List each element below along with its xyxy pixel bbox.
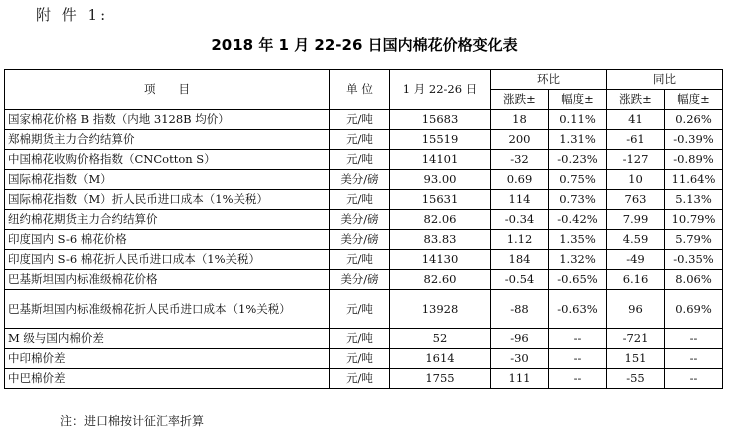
row-unit: 美分/磅 xyxy=(330,210,390,230)
row-unit: 元/吨 xyxy=(330,329,390,349)
row-yoy-pct: 0.26% xyxy=(665,110,723,130)
row-mom-change: 184 xyxy=(491,250,549,270)
row-yoy-pct: 5.79% xyxy=(665,230,723,250)
table-row xyxy=(5,329,723,349)
col-header-week: 1 月 22-26 日 xyxy=(390,70,491,110)
row-mom-pct: -0.65% xyxy=(549,270,607,290)
row-unit: 元/吨 xyxy=(330,250,390,270)
row-mom-pct: 1.32% xyxy=(549,250,607,270)
row-value: 1614 xyxy=(390,349,491,369)
row-value: 93.00 xyxy=(390,170,491,190)
row-mom-pct: -- xyxy=(549,329,607,349)
row-name: 中国棉花收购价格指数（CNCotton S） xyxy=(5,150,330,170)
row-name: 巴基斯坦国内标准级棉花折人民币进口成本（1%关税） xyxy=(5,290,330,329)
row-name: 中印棉价差 xyxy=(5,349,330,369)
row-name: 印度国内 S-6 棉花价格 xyxy=(5,230,330,250)
row-yoy-change: -49 xyxy=(607,250,665,270)
row-value: 13928 xyxy=(390,290,491,329)
row-mom-change: 1.12 xyxy=(491,230,549,250)
row-yoy-change: -55 xyxy=(607,369,665,389)
row-mom-pct: 0.11% xyxy=(549,110,607,130)
table-row xyxy=(5,210,723,230)
row-yoy-pct: -- xyxy=(665,349,723,369)
table-row xyxy=(5,369,723,389)
row-mom-change: -88 xyxy=(491,290,549,329)
row-name: 国际棉花指数（M） xyxy=(5,170,330,190)
row-name: 国际棉花指数（M）折人民币进口成本（1%关税） xyxy=(5,190,330,210)
row-mom-pct: -- xyxy=(549,369,607,389)
col-header-unit: 单 位 xyxy=(330,70,390,110)
table-row xyxy=(5,290,723,329)
row-yoy-pct: -0.35% xyxy=(665,250,723,270)
row-mom-change: 114 xyxy=(491,190,549,210)
col-header-mom-change: 涨跌± xyxy=(491,90,549,110)
row-yoy-change: 7.99 xyxy=(607,210,665,230)
row-unit: 美分/磅 xyxy=(330,270,390,290)
col-header-mom: 环比 xyxy=(491,70,607,90)
row-yoy-pct: 0.69% xyxy=(665,290,723,329)
row-unit: 美分/磅 xyxy=(330,170,390,190)
row-unit: 元/吨 xyxy=(330,349,390,369)
row-yoy-change: 4.59 xyxy=(607,230,665,250)
col-header-item: 项 目 xyxy=(5,70,330,110)
row-value: 83.83 xyxy=(390,230,491,250)
row-yoy-pct: -0.89% xyxy=(665,150,723,170)
row-mom-pct: -- xyxy=(549,349,607,369)
row-mom-pct: 1.31% xyxy=(549,130,607,150)
row-value: 14130 xyxy=(390,250,491,270)
table-row xyxy=(5,190,723,210)
row-yoy-pct: 8.06% xyxy=(665,270,723,290)
row-unit: 元/吨 xyxy=(330,190,390,210)
row-value: 15519 xyxy=(390,130,491,150)
row-name: 印度国内 S-6 棉花折人民币进口成本（1%关税） xyxy=(5,250,330,270)
row-mom-pct: -0.63% xyxy=(549,290,607,329)
table-row xyxy=(5,130,723,150)
row-yoy-pct: -- xyxy=(665,329,723,349)
row-value: 15683 xyxy=(390,110,491,130)
row-yoy-pct: 11.64% xyxy=(665,170,723,190)
row-yoy-change: 10 xyxy=(607,170,665,190)
row-unit: 元/吨 xyxy=(330,369,390,389)
row-name: 中巴棉价差 xyxy=(5,369,330,389)
row-name: M 级与国内棉价差 xyxy=(5,329,330,349)
row-mom-change: 18 xyxy=(491,110,549,130)
table-row xyxy=(5,110,723,130)
row-mom-change: 0.69 xyxy=(491,170,549,190)
row-yoy-pct: -- xyxy=(665,369,723,389)
attachment-label: 附 件 1: xyxy=(36,6,109,24)
row-value: 1755 xyxy=(390,369,491,389)
table-row xyxy=(5,270,723,290)
row-unit: 元/吨 xyxy=(330,290,390,329)
table-row xyxy=(5,150,723,170)
col-header-mom-pct: 幅度± xyxy=(549,90,607,110)
row-mom-pct: 1.35% xyxy=(549,230,607,250)
row-value: 82.06 xyxy=(390,210,491,230)
row-yoy-change: -721 xyxy=(607,329,665,349)
row-value: 14101 xyxy=(390,150,491,170)
row-yoy-change: 41 xyxy=(607,110,665,130)
row-yoy-pct: 10.79% xyxy=(665,210,723,230)
row-name: 巴基斯坦国内标准级棉花价格 xyxy=(5,270,330,290)
row-yoy-change: -127 xyxy=(607,150,665,170)
table-row xyxy=(5,170,723,190)
table-row xyxy=(5,349,723,369)
row-yoy-change: 6.16 xyxy=(607,270,665,290)
row-mom-pct: 0.75% xyxy=(549,170,607,190)
row-yoy-change: -61 xyxy=(607,130,665,150)
row-mom-pct: 0.73% xyxy=(549,190,607,210)
row-unit: 元/吨 xyxy=(330,130,390,150)
row-mom-change: -32 xyxy=(491,150,549,170)
row-unit: 元/吨 xyxy=(330,110,390,130)
row-name: 国家棉花价格 B 指数（内地 3128B 均价） xyxy=(5,110,330,130)
row-value: 15631 xyxy=(390,190,491,210)
row-yoy-change: 763 xyxy=(607,190,665,210)
row-value: 82.60 xyxy=(390,270,491,290)
row-mom-pct: -0.42% xyxy=(549,210,607,230)
row-name: 纽约棉花期货主力合约结算价 xyxy=(5,210,330,230)
row-mom-change: -0.54 xyxy=(491,270,549,290)
row-name: 郑棉期货主力合约结算价 xyxy=(5,130,330,150)
row-yoy-pct: 5.13% xyxy=(665,190,723,210)
table-row xyxy=(5,230,723,250)
col-header-yoy-pct: 幅度± xyxy=(665,90,723,110)
col-header-yoy-change: 涨跌± xyxy=(607,90,665,110)
row-mom-change: -30 xyxy=(491,349,549,369)
page-title: 2018 年 1 月 22-26 日国内棉花价格变化表 xyxy=(211,36,518,54)
row-mom-change: 200 xyxy=(491,130,549,150)
row-unit: 美分/磅 xyxy=(330,230,390,250)
row-yoy-change: 151 xyxy=(607,349,665,369)
row-mom-change: -96 xyxy=(491,329,549,349)
row-yoy-pct: -0.39% xyxy=(665,130,723,150)
table-row xyxy=(5,250,723,270)
row-value: 52 xyxy=(390,329,491,349)
row-mom-change: 111 xyxy=(491,369,549,389)
row-yoy-change: 96 xyxy=(607,290,665,329)
row-mom-pct: -0.23% xyxy=(549,150,607,170)
row-unit: 元/吨 xyxy=(330,150,390,170)
col-header-yoy: 同比 xyxy=(607,70,723,90)
footnote: 注：进口棉按计征汇率折算 xyxy=(60,414,205,428)
row-mom-change: -0.34 xyxy=(491,210,549,230)
price-table xyxy=(4,69,723,389)
